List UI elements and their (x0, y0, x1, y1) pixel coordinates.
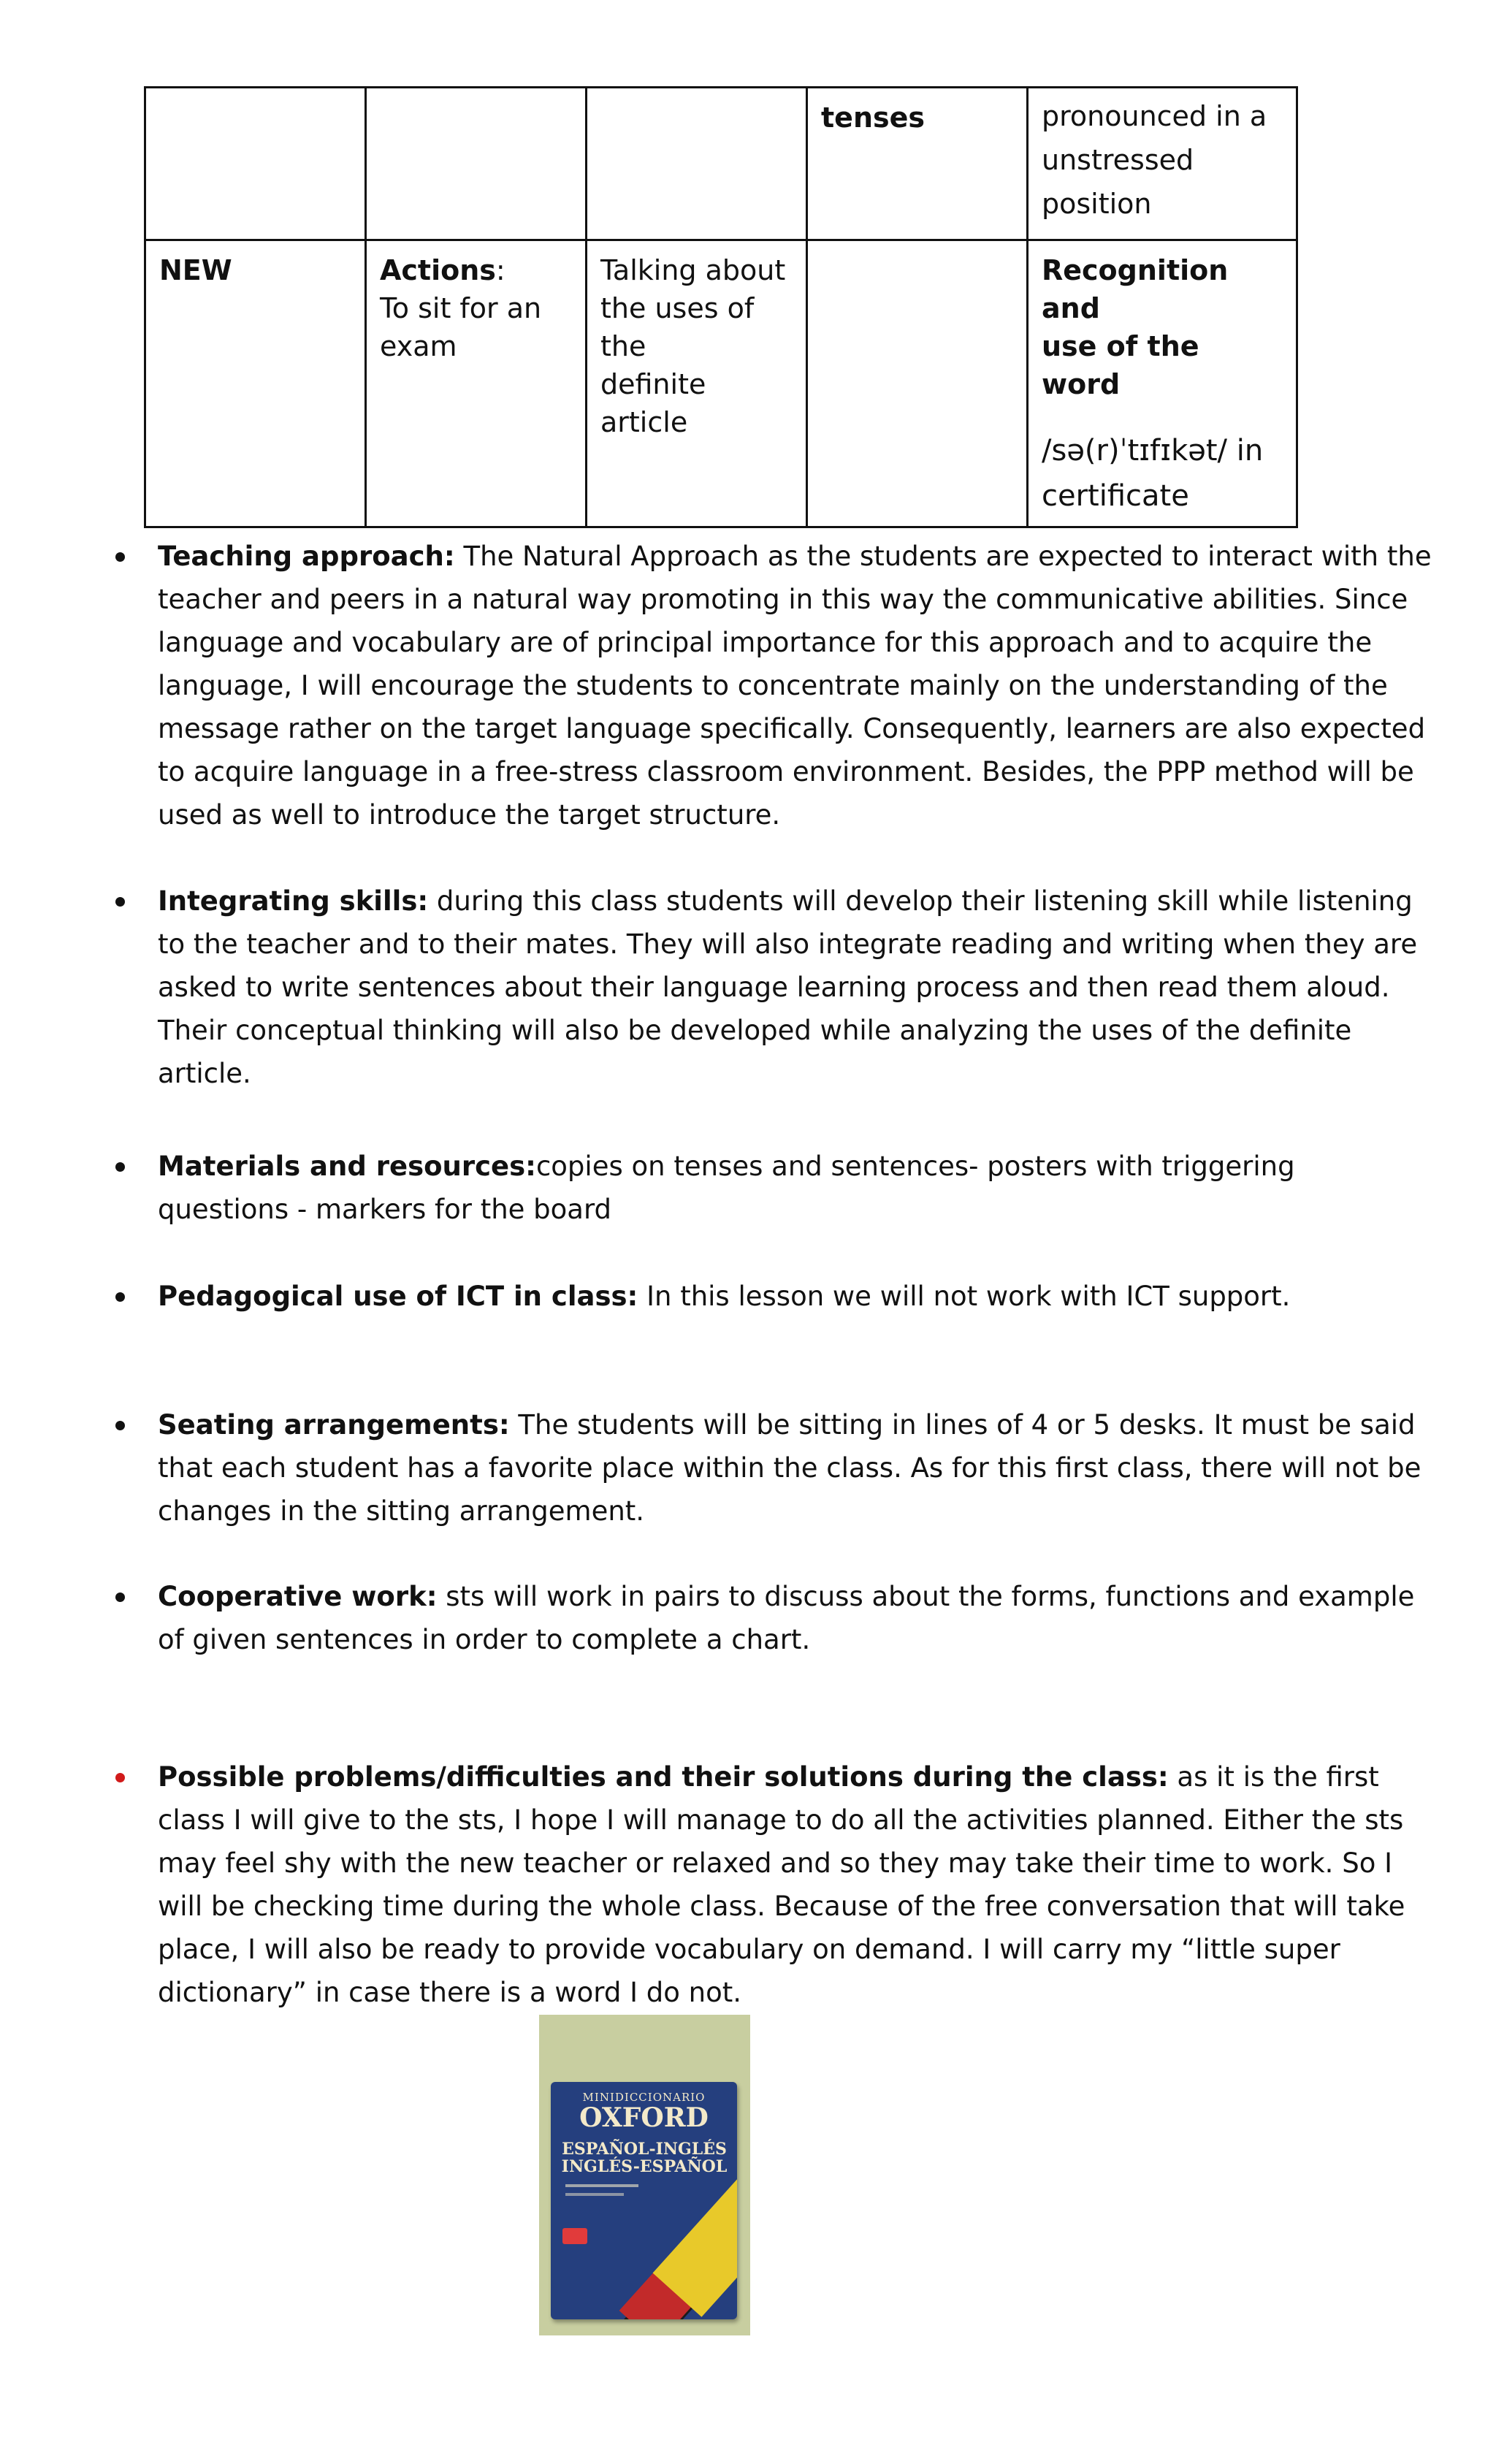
cell-line: definite article (600, 368, 706, 438)
section-label: Materials and resources: (158, 1151, 536, 1182)
actions-label: Actions (380, 254, 496, 286)
bullet-icon (115, 552, 125, 562)
cell-line: unstressed position (1042, 144, 1194, 220)
section-label: Teaching approach: (158, 541, 455, 572)
section-label: Integrating skills: (158, 885, 429, 917)
phonetic-line: /sə(r)ˈtɪfɪkət/ in (1042, 434, 1264, 468)
publisher-logo-icon (562, 2228, 587, 2244)
table-cell (366, 240, 587, 527)
cell-line: pronounced in a (1042, 100, 1267, 132)
phonetic-line: certificate (1042, 479, 1189, 513)
bullet-icon (115, 897, 125, 907)
integrating-skills-section (158, 880, 1432, 1095)
section-label: Possible problems/difficulties and their solutions during the class: (158, 1761, 1169, 1793)
bullet-icon (115, 1421, 125, 1430)
cell-line: the uses of the (600, 292, 755, 362)
table-cell (587, 88, 807, 240)
cell-line: use of the word (1042, 330, 1199, 400)
cover-subtitle-line: ESPAÑOL-INGLÉS (562, 2140, 727, 2159)
table-cell (1028, 88, 1297, 240)
bullet-icon (115, 1292, 125, 1302)
cell-gap (1042, 403, 1283, 428)
dictionary-book-icon (551, 2082, 737, 2319)
dictionary-photo (539, 2015, 750, 2335)
actions-colon: : (495, 254, 505, 286)
section-text: The students will be sitting in lines of 4 or 5 desks. It must be said that each student has a favorite place within the class. As for this first class, there will not be changes in the sitting arrangement. (158, 1409, 1421, 1527)
cell-line: Talking about (600, 254, 786, 286)
section-text: copies on tenses and sentences- posters with triggering questions - markers for the board (158, 1151, 1295, 1225)
section-label: Pedagogical use of ICT in class: (158, 1281, 638, 1312)
section-label: Cooperative work: (158, 1581, 438, 1612)
lesson-plan-table (144, 86, 1298, 528)
cell-line: To sit for an (380, 292, 542, 324)
bullet-icon (115, 1773, 125, 1782)
table-cell (807, 88, 1028, 240)
ict-section (158, 1275, 1432, 1318)
table-cell (145, 240, 366, 527)
table-cell (145, 88, 366, 240)
cooperative-work-section (158, 1575, 1432, 1661)
cover-rule (565, 2193, 624, 2196)
cover-subtitle-line: INGLÉS-ESPAÑOL (561, 2157, 728, 2176)
table-cell (587, 240, 807, 527)
section-text: sts will work in pairs to discuss about the forms, functions and example of given sentences in order to complete a chart. (158, 1581, 1415, 1655)
table-cell (807, 240, 1028, 527)
bullet-icon (115, 1593, 125, 1602)
table-cell (1028, 240, 1297, 527)
table-row (145, 240, 1297, 527)
bullet-icon (115, 1162, 125, 1172)
cover-title: OXFORD (579, 2102, 709, 2133)
cover-subtitle (557, 2140, 732, 2175)
section-text: during this class students will develop their listening skill while listening to the teacher and to their mates. They will also integrate reading and writing when they are asked to write sentences about their language learning process and then read them aloud. Their conceptual thinking will also be developed while analyzing the uses of the definite article. (158, 885, 1418, 1089)
table-row (145, 88, 1297, 240)
cover-rule (565, 2184, 638, 2187)
cell-line: exam (380, 330, 457, 362)
section-label: Seating arrangements: (158, 1409, 510, 1441)
actions-heading (380, 251, 572, 289)
cell-line: Recognition and (1042, 254, 1229, 324)
seating-section (158, 1403, 1432, 1533)
materials-section (158, 1145, 1432, 1231)
table-cell (366, 88, 587, 240)
section-text: as it is the first class I will give to the sts, I hope I will manage to do all the activities planned. Either the sts may feel shy with the new teacher or relaxed and so they may take their time to work. So I will be checking time during the whole class. Because of the free conversation that will take place, I will also be ready to provide vocabulary on demand. I will carry my “little super dictionary” in case there is a word I do not. (158, 1761, 1405, 2008)
problems-section (158, 1755, 1432, 2014)
tenses-label: tenses (821, 102, 925, 134)
teaching-approach-section (158, 535, 1432, 836)
cover-text: MINIDICCIONARIO (582, 2091, 706, 2104)
new-label: NEW (159, 254, 232, 286)
section-text: In this lesson we will not work with ICT support. (638, 1281, 1291, 1312)
section-text: The Natural Approach as the students are expected to interact with the teacher and peers in a natural way promoting in this way the communicative abilities. Since language and vocabulary are of principal importance for this approach and to acquire the language, I will encourage the students to concentrate mainly on the understanding of the message rather on the target language specifically. Consequently, learners are also expected to acquire language in a free-stress classroom environment. Besides, the PPP method will be used as well to introduce the target structure. (158, 541, 1432, 831)
